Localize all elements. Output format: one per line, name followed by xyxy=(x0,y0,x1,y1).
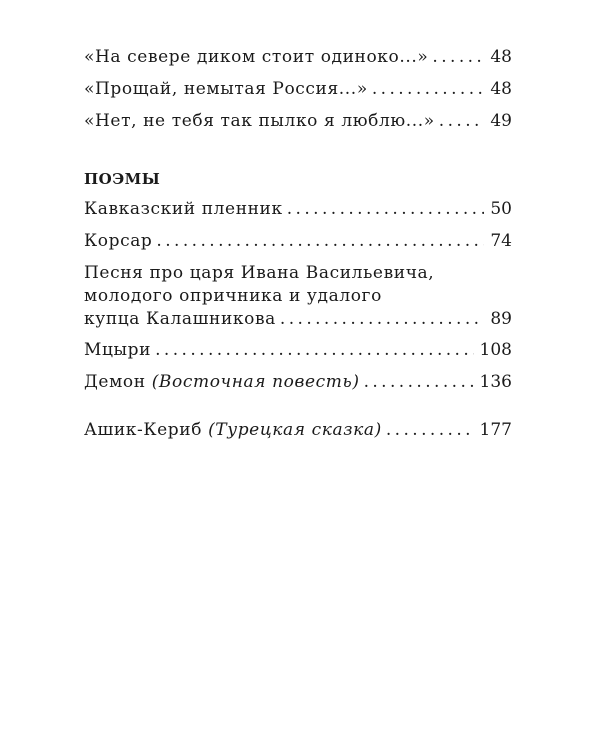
page-number: 49 xyxy=(490,111,512,131)
dot-leader xyxy=(287,196,485,222)
page-number: 74 xyxy=(490,231,512,251)
dot-leader xyxy=(156,228,484,254)
entry-title-line: купца Калашникова xyxy=(84,309,276,329)
toc-entry xyxy=(84,76,512,102)
dot-leader xyxy=(280,308,484,331)
toc-entry xyxy=(84,262,512,331)
dot-leader xyxy=(372,76,485,102)
page-number: 108 xyxy=(479,340,512,360)
entry-title: «Прощай, немытая Россия...» xyxy=(84,79,368,99)
toc-entry xyxy=(84,44,512,70)
toc-entry xyxy=(84,417,512,443)
page-number: 50 xyxy=(490,199,512,219)
entry-title xyxy=(84,369,360,395)
dot-leader xyxy=(432,44,484,70)
toc-entry xyxy=(84,369,512,395)
toc-entry xyxy=(84,337,512,363)
page-number: 177 xyxy=(479,420,512,440)
entry-title-line: Песня про царя Ивана Васильевича, xyxy=(84,263,435,283)
entry-title-text: Демон xyxy=(84,372,146,392)
page-number: 48 xyxy=(490,79,512,99)
dot-leader xyxy=(364,369,474,395)
page-number: 48 xyxy=(490,47,512,67)
dot-leader xyxy=(155,337,473,363)
dot-leader xyxy=(386,417,474,443)
page-number: 136 xyxy=(479,372,512,392)
dot-leader xyxy=(439,108,485,134)
toc-entry xyxy=(84,108,512,134)
entry-subtitle: (Восточная повесть) xyxy=(151,372,360,392)
entry-title: Корсар xyxy=(84,231,153,251)
entry-title xyxy=(84,417,382,443)
entry-subtitle: (Турецкая сказка) xyxy=(208,420,382,440)
entry-title: Мцыри xyxy=(84,340,152,360)
entry-title: «На севере диком стоит одиноко...» xyxy=(84,47,429,67)
toc-entry xyxy=(84,228,512,254)
page-number: 89 xyxy=(490,309,512,329)
entry-title-text: Ашик-Кериб xyxy=(84,420,203,440)
section-heading: ПОЭМЫ xyxy=(84,170,161,188)
entry-title: «Нет, не тебя так пылко я люблю...» xyxy=(84,111,435,131)
entry-title-line: молодого опричника и удалого xyxy=(84,286,382,306)
entry-title: Кавказский пленник xyxy=(84,199,283,219)
toc-entry xyxy=(84,196,512,222)
table-of-contents xyxy=(84,44,512,443)
